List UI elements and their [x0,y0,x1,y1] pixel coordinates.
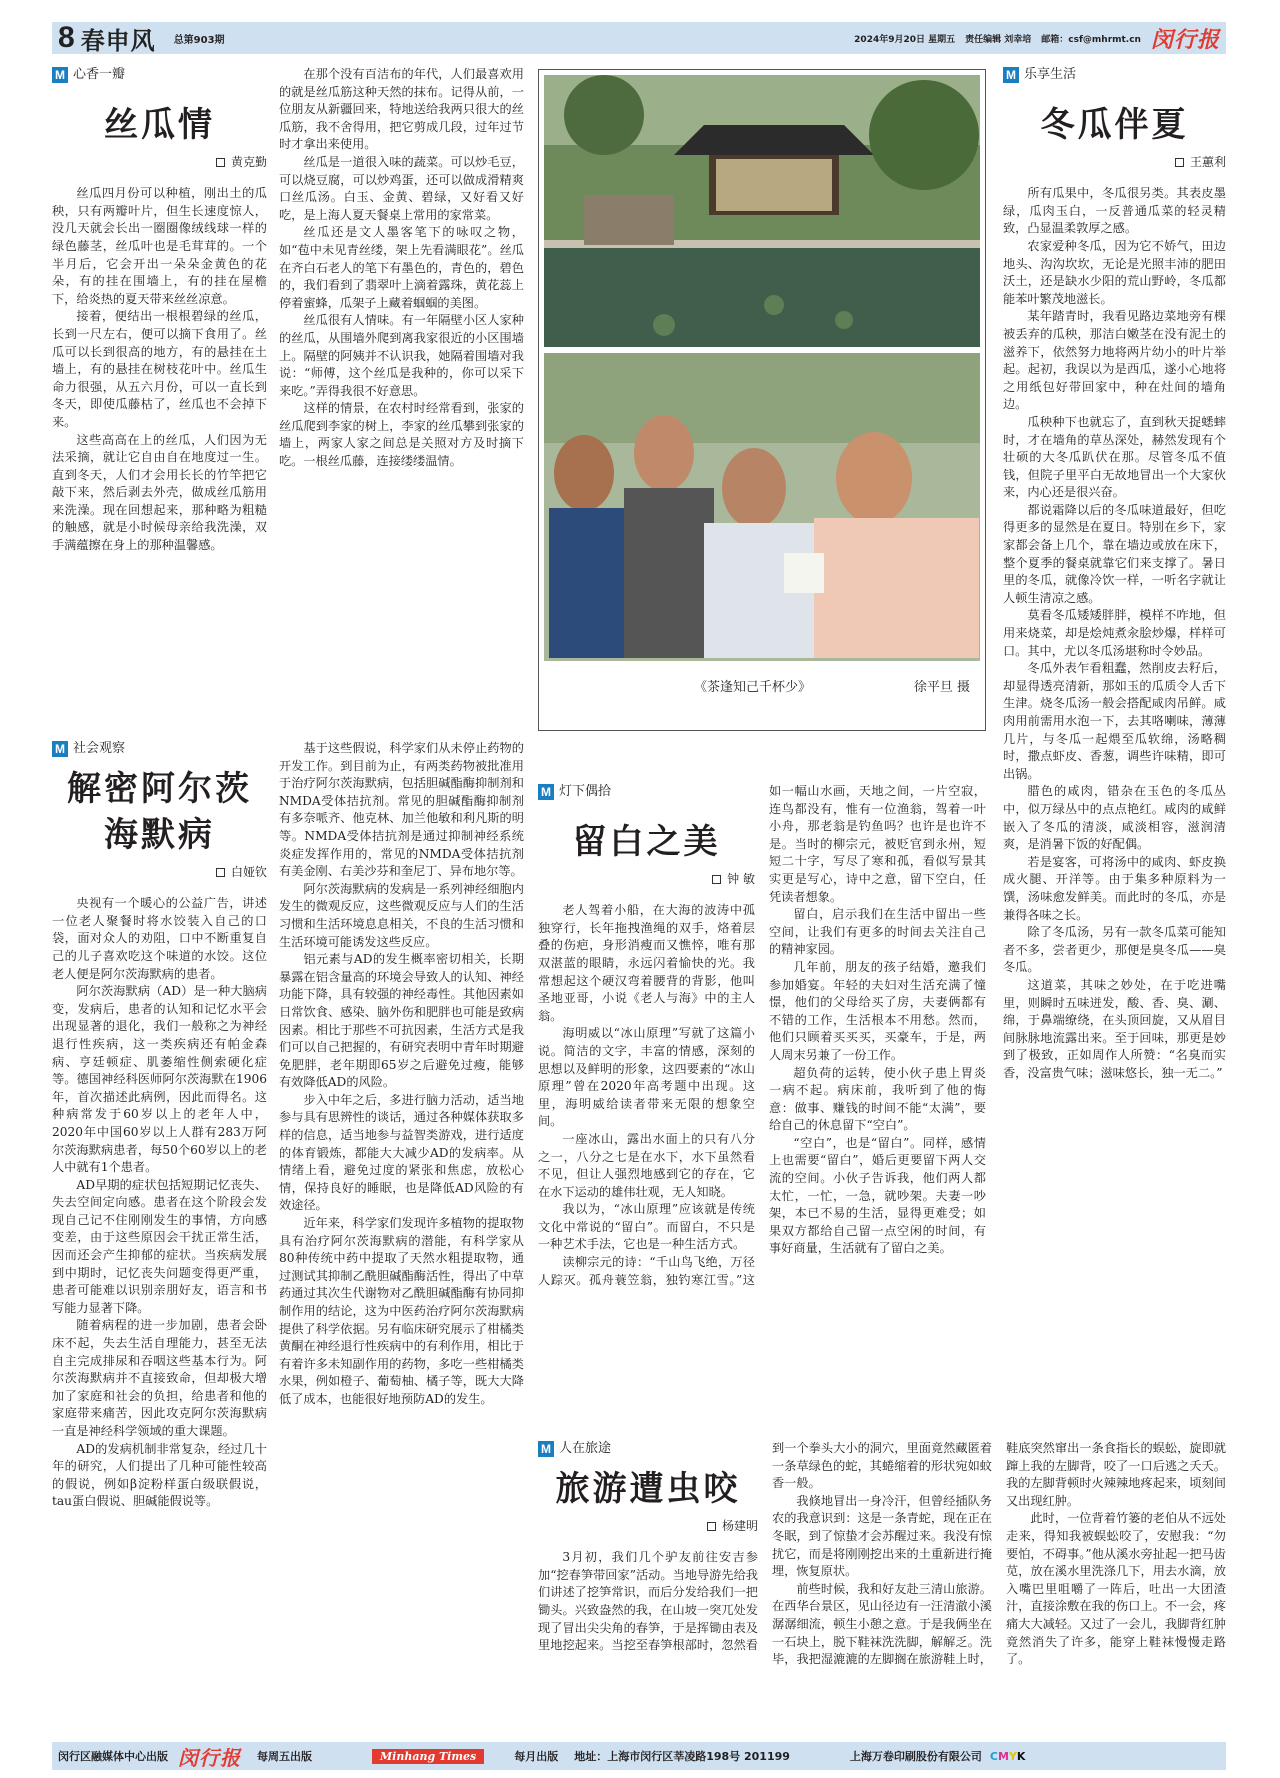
article-title: 留白之美 [572,821,721,862]
header-date: 2024年9月20日 星期五 [854,34,956,45]
paragraph: 所有瓜果中，冬瓜很另类。其表皮墨绿，瓜肉玉白，一反普通瓜菜的轻灵精致，凸显温柔敦厚之感。 [1003,186,1226,236]
paragraph: 随着病程的进一步加剧，患者会卧床不起，失去生活自理能力，甚至无法自主完成排尿和吞咽这些基本行为。阿尔茨海默病并不直接致命，但却极大增加了家庭和社会的负担，给患者和他的家庭带来痛苦，因此攻克阿尔茨海默病一直是神经科学领域的重大课题。 [52,1318,267,1438]
article-author: 杨建明 [538,1518,758,1536]
pavilion-photo [544,75,980,347]
page-number: 8 [58,21,75,54]
paragraph: 超负荷的运转，使小伙子患上胃炎一病不起。病床前，我听到了他的悔意：做事、赚钱的时间不能“太满”，要给自己的休息留下“空白”。 [769,1065,986,1133]
paragraph: 莫看冬瓜矮矮胖胖，模样不咋地，但用来烧菜，却是烩炖煮汆脍炒爆，样样可口。其中，尤以冬瓜汤堪称时令妙品。 [1003,608,1226,658]
paragraph: 这些高高在上的丝瓜，人们因为无法采摘，就让它自由自在地度过一生。直到冬天，人们才会用长长的竹竿把它敲下来，然后剥去外壳，做成丝瓜筋用来洗澡。现在回想起来，那种略为粗糙的触感，就是小时候母亲给我洗澡，双手满蕴擦在身上的那种温馨感。 [52,432,267,553]
elders-photo [544,353,980,661]
paragraph: 基于这些假说，科学家们从未停止药物的开发工作。到目前为止，有两类药物被批准用于治疗阿尔茨海默病，包括胆碱酯酶抑制剂和NMDA受体拮抗剂。常见的胆碱酯酶抑制剂有多奈哌齐、他克林、加兰他敏和利凡斯的明等。NMDA受体拮抗剂是通过抑制神经系统炎症发挥作用的，常见的NMDA受体拮抗剂有美金刚、右美沙芬和奎尼丁、异布地尔等。 [279,741,524,879]
section-label: M 乐享生活 [1003,66,1226,84]
section-label: M 人在旅途 [538,1440,758,1458]
page-header [52,22,1226,54]
issue-number: 总第903期 [173,34,225,46]
article-lvyou [538,1440,1226,1735]
section-m-icon: M [538,784,554,800]
section-label: M 灯下偶拾 [538,783,755,801]
paragraph: 冬瓜外表乍看粗蠢，然削皮去籽后，却显得透亮清新，那如玉的瓜质令人舌下生津。烧冬瓜汤一般会搭配咸肉吊鲜。咸肉用前需用水泡一下，去其咯喇味，薄薄几片，与冬瓜一起煨至瓜软绵，汤略稠时，撒点虾皮、香葱，调些许味精，即可出锅。 [1003,661,1226,781]
paragraph: 3月初，我们几个驴友前往安吉参加“挖春笋带回家”活动。当地导游先给我们讲述了挖笋常识，而后分发给我们一把锄头。兴致盎然的我，在山坡一突兀处发现了冒出尖尖角的春笋，于是挥锄由表及里地挖起来。当挖至春笋根部时，忽然看到一个拳头大小的洞穴，里面竟然藏匿着一条草绿色的蛇，其蜷缩着的形状宛如蚊香一般。 [538,1441,992,1653]
paragraph: 某年踏青时，我看见路边菜地旁有棵被丢弃的瓜秧，那洁白嫩茎在没有泥土的滋养下，依然努力地将两片幼小的叶片举起。起初，我误以为是西瓜，遂小心地将之用纸包好带回家中，种在灶间的墙角边。 [1003,309,1226,412]
paragraph: 读柳宗元的诗：“千山鸟飞绝，万径人踪灭。孤舟蓑笠翁，独钓寒江雪。”这如一幅山水画，天地之间，一片空寂，连鸟都没有，惟有一位渔翁，驾着一叶小舟，那老翁是钓鱼吗？也许是也许不是。当时的柳宗元，被贬官到永州，短短二十字，写尽了寒和孤，看似写景其实更是写心，诗中之意，留下空白，任凭读者想象。 [538,784,986,1287]
paragraph: 农家爱种冬瓜，因为它不娇气，田边地头、沟沟坎坎，无论是光照丰沛的肥田沃土，还是缺水少阳的荒山野岭，冬瓜都能苯叶繁茂地滋长。 [1003,238,1226,306]
footer-logo: 闵行报 [178,1745,241,1770]
paragraph: 除了冬瓜汤，另有一款冬瓜菜可能知者不多，尝者更少，那便是臭冬瓜——臭冬瓜。 [1003,925,1226,975]
article-title-line1: 解密阿尔茨 [67,768,252,809]
cmyk-marks: CMYK [989,1749,1026,1763]
footer-frequency: 每周五出版 [257,1750,312,1763]
article-author: 王蕙利 [1003,154,1226,172]
paragraph: 留白，启示我们在生活中留出一些空间，让我们有更多的时间去关注自己的精神家园。 [769,907,986,957]
paragraph: 我以为，“冰山原理”应该就是传统文化中常说的“留白”。而留白，不只是一种艺术手法，它也是一种生活方式。 [538,1202,755,1252]
footer-printer: 上海万卷印刷股份有限公司 [849,1750,982,1763]
section-m-icon: M [1003,67,1019,83]
paragraph: 老人驾着小船，在大海的波涛中孤独穿行，长年拖拽渔绳的双手，烙着层叠的伤疤，身形消瘦而又憔悴，唯有那双湛蓝的眼睛，永远闪着愉快的光。我常想起这个硬汉弯着腰背的背影，他叫圣地亚哥，小说《老人与海》中的主人翁。 [538,903,755,1023]
article-sigua-col1 [52,66,267,555]
article-sigua-col2 [279,66,524,471]
newspaper-logo: 闵行报 [1150,26,1220,53]
page-footer [52,1742,1226,1770]
article-dong [1003,66,1226,1082]
paragraph: AD的发病机制非常复杂，经过几十年的研究，人们提出了几种可能性较高的假说，例如β淀粉样蛋白级联假说，tau蛋白假说、胆碱能假说等。 [52,1441,267,1509]
paragraph: 接着，便结出一根根碧绿的丝瓜，长到一尺左右，便可以摘下食用了。丝瓜可以长到很高的地方，有的悬挂在土墙上，有的悬挂在树枝花叶中。丝瓜生命力很强，从五六月份，可以一直长到冬天，即使瓜藤枯了，丝瓜也不会掉下来。 [52,309,267,429]
footer-times-logo: Minhang Times [372,1749,484,1764]
article-title: 旅游遭虫咬 [555,1468,741,1509]
paragraph: 前些时候，我和好友赴三清山旅游。在西华台景区，见山径边有一汪清澈小溪潺潺细流，顿生小憩之意。于是我俩坐在一石块上，脱下鞋袜洗洗脚，解解乏。洗毕，我把湿漉漉的左脚搁在旅游鞋上时，鞋底突然窜出一条食指长的蜈蚣，旋即就蹿上我的左脚背，咬了一口后逃之夭夭。我的左脚背顿时火辣辣地疼起来，顷刻间又出现红肿。 [772,1441,1226,1667]
paragraph: 丝瓜四月份可以种植，刚出土的瓜秧，只有两瓣叶片，但生长速度惊人，没几天就会长出一圈圈像绒线球一样的绿色藤茎，丝瓜叶也是毛茸茸的。一个半月后，它会开出一朵朵金黄色的花朵，有的挂在围墙上，有的挂在屋檐下，给炎热的夏天带来丝丝凉意。 [52,186,267,306]
paragraph: 一座冰山，露出水面上的只有八分之一，八分之七是在水下，水下虽然看不见，但让人强烈地感到它的存在，它在水下运动的雄伟壮观，无人知晓。 [538,1131,755,1199]
paragraph: 铝元素与AD的发生概率密切相关，长期暴露在铝含量高的环境会导致人的认知、神经功能下降，具有较强的神经毒性。其他因素如日常饮食、感染、脑外伤和肥胖也可能是致病因素。相比于那些不可抗因素，生活方式是我们可以自己把握的，有研究表明中青年时期避免肥胖，老年期即65岁之后避免过瘦，能够有效降低AD的风险。 [279,952,524,1090]
article-liubai [538,783,986,1413]
photo-caption [544,676,980,695]
article-title-line2: 海默病 [104,814,215,855]
article-alz-col1 [52,740,267,1511]
paragraph: 阿尔茨海默病的发病是一系列神经细胞内发生的微观反应，这些微观反应与人们的生活习惯和生活环境息息相关，不良的生活习惯和生活环境可能诱发这些反应。 [279,881,524,949]
paragraph: 腊色的咸肉，错杂在玉色的冬瓜丛中，似万绿丛中的点点艳红。咸肉的咸鲜嵌入了冬瓜的清淡，咸淡相容，滋润清爽，是消暑下饭的好配偶。 [1003,784,1226,852]
paragraph: “空白”，也是“留白”。同样，感情上也需要“留白”，婚后更要留下两人交流的空间。小伙子告诉我，他们两人都太忙，一忙，一急，就吵架。夫妻一吵架，本已不易的生活，显得更难受；如果双方都给自己留一点空闲的时间，有事好商量，生活就有了留白之美。 [769,1135,986,1256]
article-author: 钟 敏 [538,871,755,889]
paragraph: 这道菜，其味之妙处，在于吃进嘴里，则瞬时五味迸发，酸、香、臭、涮、绵，于鼻端缭绕，在头顶回旋，又从眉目间脉脉地流露出来。至于回味，那更是妙到了极致，正如周作人所赞：“名臭而实香，没富贵气味；滋味悠长，独一无二。” [1003,977,1226,1080]
paragraph: 丝瓜很有人情味。有一年隔壁小区人家种的丝瓜，从围墙外爬到离我家很近的小区围墙上。隔壁的阿姨并不认识我，她隔着围墙对我说：“师傅，这个丝瓜是我种的，你可以采下来吃。”弄得我很不好意思。 [279,313,524,398]
section-m-icon: M [52,67,68,83]
header-editor: 责任编辑 刘幸培 [965,34,1032,45]
header-email: 邮箱：csf@mhrmt.cn [1041,34,1141,45]
paragraph: AD早期的症状包括短期记忆丧失、失去空间定向感。患者在这个阶段会发现自己记不住刚刚发生的事情，方向感变差，由于这些原因会干扰正常生活，因而还会产生抑郁的症状。当疾病发展到中期时，记忆丧失问题变得更严重，患者可能难以识别亲朋好友，语言和书写能力显著下降。 [52,1177,267,1315]
section-m-icon: M [52,741,68,757]
paragraph: 步入中年之后，多进行脑力活动，适当地参与具有思辨性的谈话，通过各种媒体获取多样的信息，适当地参与益智类游戏，进行适度的体育锻炼，都能大大减少AD的发病率。从情绪上看，避免过度的紧张和焦虑，放松心情，保持良好的睡眠，也是降低AD风险的有效途径。 [279,1092,524,1213]
footer-publisher: 闵行区融媒体中心出版 [58,1750,168,1763]
paragraph: 此时，一位背着竹篓的老伯从不远处走来，得知我被蜈蚣咬了，安慰我：“勿要怕，不碍事。”他从溪水旁扯起一把马齿苋，放在溪水里洗涤几下，用去水滴，放入嘴巴里咀嚼了一阵后，吐出一大团渣汁，直接涂敷在我的伤口上。不一会，疼痛大大减轻。又过了一会儿，我脚背红肿竟然消失了许多，能穿上鞋袜慢慢走路了。 [1006,1511,1226,1667]
paragraph: 在那个没有百洁布的年代，人们最喜欢用的就是丝瓜筋这种天然的抹布。记得从前，一位朋友从新疆回来，特地送给我两只很大的丝瓜筋，我不舍得用，把它剪成几段，过年过节时才拿出来使用。 [279,67,524,152]
footer-monthly: 每月出版 [514,1750,559,1763]
header-meta [854,22,1220,54]
paragraph: 我倏地冒出一身冷汗，但曾经插队务农的我意识到：这是一条青蛇，现在正在冬眠，到了惊蛰才会苏醒过来。我没有惊扰它，而是将刚刚挖出来的土重新进行掩埋，恢复原状。 [772,1493,992,1579]
paragraph: 海明威以“冰山原理”写就了这篇小说。简洁的文字，丰富的情感，深刻的思想以及鲜明的形象，这四要素的“冰山原理”曾在2020年高考题中出现。这里，海明威给读者带来无限的想象空间。 [538,1026,755,1129]
paragraph: 瓜秧种下也就忘了，直到秋天捉蟋蟀时，才在墙角的草丛深处，赫然发现有个壮硕的大冬瓜趴伏在那。尽管冬瓜不值钱，但院子里平白无故地冒出一个大家伙来，内心还是很兴奋。 [1003,414,1226,500]
article-alz-col2 [279,740,524,1409]
caption-title: 《茶逢知己千杯少》 [694,680,812,695]
article-author: 白娅钦 [52,864,267,882]
paragraph: 近年来，科学家们发现许多植物的提取物具有治疗阿尔茨海默病的潜能，有科学家从80种传统中药中提取了天然水粗提取物，通过测试其抑制乙酰胆碱酯酶活性，得出了中草药通过其次生代谢物对乙酰胆碱酯酶有协同抑制作用的结论，这为中医药治疗阿尔茨海默病提供了科学依据。另有临床研究展示了柑橘类黄酮在神经退行性疾病中的有利作用，相比于有着许多未知副作用的药物，多吃一些柑橘类水果，例如橙子、葡萄柚、橘子等，既大大降低了成本，也能很好地预防AD的发生。 [279,1216,524,1406]
section-label: M 心香一瓣 [52,66,267,84]
photo-frame [538,69,986,731]
paragraph: 丝瓜是一道很入味的蔬菜。可以炒毛豆，可以烧豆腐，可以炒鸡蛋，还可以做成滑精爽口丝瓜汤。白玉、金黄、碧绿，又好看又好吃，是上海人夏天餐桌上常用的家常菜。 [279,154,524,222]
section-m-icon: M [538,1441,554,1457]
paragraph: 丝瓜还是文人墨客笔下的咏叹之物，如“苞中未见青丝缕，架上先看满眼花”。丝瓜在齐白石老人的笔下有墨色的，青色的，碧色的，我们看到了翡翠叶上滴着露珠，黄花蕊上停着蜜蜂，瓜架子上藏着蝈蝈的美图。 [279,225,524,310]
article-author: 黄克勤 [52,154,267,172]
article-title: 丝瓜情 [104,104,215,145]
section-label: M 社会观察 [52,740,267,758]
page-name: 春申风 [80,26,156,55]
paragraph: 央视有一个暖心的公益广告，讲述一位老人聚餐时将水饺装入自己的口袋，面对众人的劝阻，口中不断重复自己的儿子喜欢吃这个味道的水饺。这位老人便是阿尔茨海默病的患者。 [52,896,267,981]
footer-address: 地址：上海市闵行区莘凌路198号 201199 [574,1750,790,1763]
paragraph: 这样的情景，在农村时经常看到，张家的丝瓜爬到李家的树上，李家的丝瓜攀到张家的墙上，两家人家之间总是关照对方及时摘下吃。一根丝瓜藤，连接缕缕温情。 [279,401,524,469]
caption-credit: 徐平旦 摄 [913,680,970,695]
paragraph: 都说霜降以后的冬瓜味道最好，但吃得更多的显然是在夏日。特别在乡下，家家都会备上几个，靠在墙边或放在床下，整个夏季的餐桌就靠它们来支撑了。暑日里的冬瓜，就像冷饮一样，一听名字就让人顿生清凉之感。 [1003,502,1226,605]
paragraph: 几年前，朋友的孩子结婚，邀我们参加婚宴。年轻的夫妇对生活充满了憧憬，他们的父母给买了房，夫妻俩都有不错的工作，生活根本不用愁。然而，他们只顾着买买买，买豪车，于是，两人周末另兼了一份工作。 [769,959,986,1062]
article-title: 冬瓜伴夏 [1040,104,1189,145]
paragraph: 阿尔茨海默病（AD）是一种大脑病变，发病后，患者的认知和记忆水平会出现显著的退化，我们一般称之为神经退行性疾病，这一类疾病还有帕金森病、亨廷顿症、肌萎缩性侧索硬化症等。德国神经科医师阿尔茨海默在1906年，首次描述此病例，因此而得名。这种病常发于60岁以上的老年人中，2020年中国60岁以上人群有283万阿尔茨海默病患者，每50个60岁以上的老人中就有1个患者。 [52,984,267,1175]
paragraph: 若是宴客，可将汤中的咸肉、虾皮换成火腿、开洋等。由于集多种原料为一馔，汤味愈发鲜美。而此时的冬瓜，亦是兼得各味之长。 [1003,854,1226,922]
